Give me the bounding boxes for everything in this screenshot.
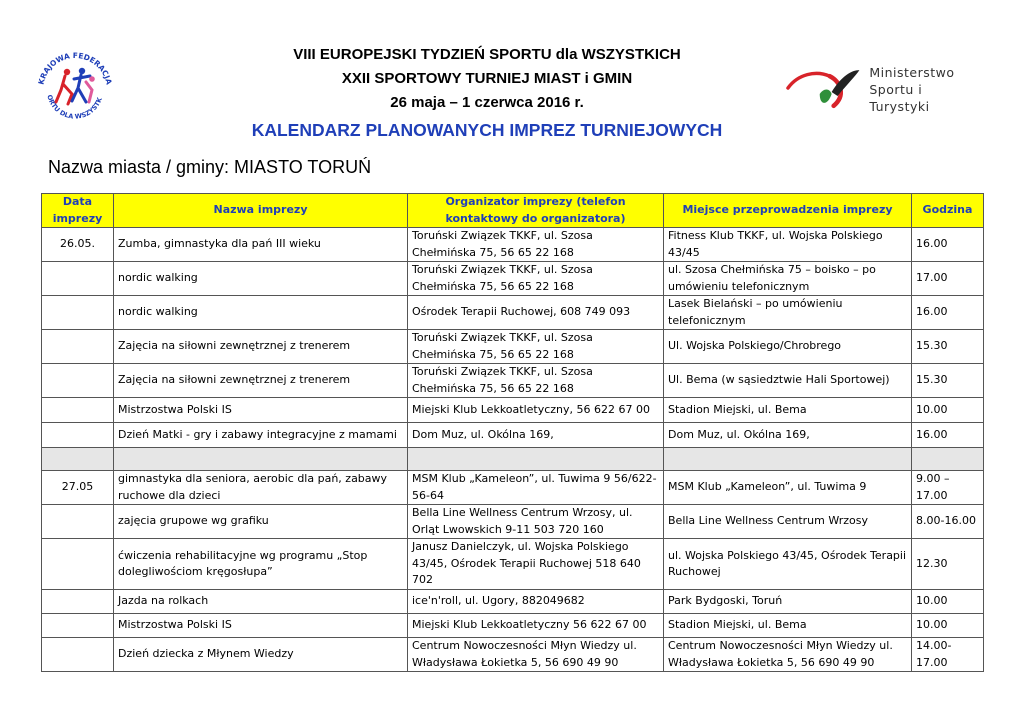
table-row xyxy=(42,296,984,330)
cell-name: zajęcia grupowe wg grafiku xyxy=(114,505,408,539)
cell-time: 10.00 xyxy=(912,398,984,423)
cell-time: 8.00-16.00 xyxy=(912,505,984,539)
cell-name: Zajęcia na siłowni zewnętrznej z trenerem xyxy=(114,364,408,398)
cell-organizer: Toruński Związek TKKF, ul. Szosa Chełmińska 75, 56 65 22 168 xyxy=(408,364,664,398)
cell-name xyxy=(114,448,408,471)
cell-organizer: Toruński Związek TKKF, ul. Szosa Chełmińska 75, 56 65 22 168 xyxy=(408,330,664,364)
table-row xyxy=(42,614,984,638)
cell-time: 16.00 xyxy=(912,423,984,448)
cell-time: 16.00 xyxy=(912,296,984,330)
cell-date xyxy=(42,296,114,330)
cell-organizer xyxy=(408,448,664,471)
calendar-title: KALENDARZ PLANOWANYCH IMPREZ TURNIEJOWYCH xyxy=(251,120,723,140)
cell-name: Zajęcia na siłowni zewnętrznej z trenerem xyxy=(114,330,408,364)
cell-organizer: Centrum Nowoczesności Młyn Wiedzy ul. Władysława Łokietka 5, 56 690 49 90 xyxy=(408,638,664,672)
cell-date: 26.05. xyxy=(42,228,114,262)
table-row xyxy=(42,330,984,364)
cell-name: Mistrzostwa Polski IS xyxy=(114,398,408,423)
table-row xyxy=(42,364,984,398)
cell-time: 10.00 xyxy=(912,590,984,614)
cell-place: Centrum Nowoczesności Młyn Wiedzy ul. Władysława Łokietka 5, 56 690 49 90 xyxy=(664,638,912,672)
cell-place: Fitness Klub TKKF, ul. Wojska Polskiego 43/45 xyxy=(664,228,912,262)
cell-name: Dzień Matki - gry i zabawy integracyjne z mamami xyxy=(114,423,408,448)
cell-time: 16.00 xyxy=(912,228,984,262)
cell-date xyxy=(42,330,114,364)
table-body xyxy=(42,228,984,672)
svg-text:KRAJOWA FEDERACJA: KRAJOWA FEDERACJA xyxy=(36,50,114,86)
cell-name: nordic walking xyxy=(114,296,408,330)
cell-place: Ul. Bema (w sąsiedztwie Hali Sportowej) xyxy=(664,364,912,398)
cell-date xyxy=(42,448,114,471)
separator-row xyxy=(42,448,984,471)
city-name: Nazwa miasta / gminy: MIASTO TORUŃ xyxy=(48,157,372,177)
cell-place: ul. Wojska Polskiego 43/45, Ośrodek Terapii Ruchowej xyxy=(664,539,912,590)
cell-organizer: Ośrodek Terapii Ruchowej, 608 749 093 xyxy=(408,296,664,330)
cell-time: 15.30 xyxy=(912,330,984,364)
table-row xyxy=(42,539,984,590)
table-row xyxy=(42,262,984,296)
ministerstwo-sportu-logo xyxy=(786,66,986,112)
cell-date xyxy=(42,398,114,423)
cell-place: ul. Szosa Chełmińska 75 – boisko – po umówieniu telefonicznym xyxy=(664,262,912,296)
cell-place: Stadion Miejski, ul. Bema xyxy=(664,398,912,423)
cell-time: 9.00 – 17.00 xyxy=(912,471,984,505)
cell-place: Ul. Wojska Polskiego/Chrobrego xyxy=(664,330,912,364)
cell-date xyxy=(42,505,114,539)
cell-time xyxy=(912,448,984,471)
events-table xyxy=(41,193,984,672)
cell-place: Stadion Miejski, ul. Bema xyxy=(664,614,912,638)
cell-organizer: Toruński Związek TKKF, ul. Szosa Chełmińska 75, 56 65 22 168 xyxy=(408,262,664,296)
cell-date xyxy=(42,539,114,590)
cell-organizer: Miejski Klub Lekkoatletyczny, 56 622 67 00 xyxy=(408,398,664,423)
cell-date xyxy=(42,638,114,672)
ministry-line2: Sportu i Turystyki xyxy=(869,81,930,114)
cell-place: Bella Line Wellness Centrum Wrzosy xyxy=(664,505,912,539)
cell-date xyxy=(42,590,114,614)
table-row xyxy=(42,590,984,614)
cell-place: Lasek Bielański – po umówieniu telefonicznym xyxy=(664,296,912,330)
cell-time: 12.30 xyxy=(912,539,984,590)
cell-date xyxy=(42,614,114,638)
cell-name: ćwiczenia rehabilitacyjne wg programu „Stop dolegliwościom kręgosłupa” xyxy=(114,539,408,590)
svg-text:SPORTU DLA WSZYSTKICH: ORTU DLA WSZYSTK xyxy=(45,93,104,121)
cell-place: Dom Muz, ul. Okólna 169, xyxy=(664,423,912,448)
ministry-line1: Ministerstwo xyxy=(869,64,955,80)
cell-organizer: Dom Muz, ul. Okólna 169, xyxy=(408,423,664,448)
cell-date xyxy=(42,423,114,448)
cell-organizer: Bella Line Wellness Centrum Wrzosy, ul. Orląt Lwowskich 9-11 503 720 160 xyxy=(408,505,664,539)
header-organizer: Organizator imprezy (telefon kontaktowy do organizatora) xyxy=(408,194,664,228)
cell-place: Park Bydgoski, Toruń xyxy=(664,590,912,614)
event-title-line1: VIII EUROPEJSKI TYDZIEŃ SPORTU dla WSZYSTKICH xyxy=(293,46,681,63)
table-row xyxy=(42,471,984,505)
cell-date xyxy=(42,364,114,398)
cell-time: 15.30 xyxy=(912,364,984,398)
cell-name: Zumba, gimnastyka dla pań III wieku xyxy=(114,228,408,262)
ministry-swoosh-icon xyxy=(786,66,863,112)
cell-name: gimnastyka dla seniora, aerobic dla pań, zabawy ruchowe dla dzieci xyxy=(114,471,408,505)
cell-name: Dzień dziecka z Młynem Wiedzy xyxy=(114,638,408,672)
cell-date: 27.05 xyxy=(42,471,114,505)
cell-date xyxy=(42,262,114,296)
cell-place: MSM Klub „Kameleon”, ul. Tuwima 9 xyxy=(664,471,912,505)
cell-name: Jazda na rolkach xyxy=(114,590,408,614)
cell-organizer: Toruński Związek TKKF, ul. Szosa Chełmińska 75, 56 65 22 168 xyxy=(408,228,664,262)
cell-name: Mistrzostwa Polski IS xyxy=(114,614,408,638)
cell-name: nordic walking xyxy=(114,262,408,296)
table-row xyxy=(42,638,984,672)
event-title-line2: XXII SPORTOWY TURNIEJ MIAST i GMIN xyxy=(341,70,633,87)
cell-time: 10.00 xyxy=(912,614,984,638)
header-date: Data imprezy xyxy=(42,194,114,228)
table-row xyxy=(42,228,984,262)
cell-time: 17.00 xyxy=(912,262,984,296)
cell-place xyxy=(664,448,912,471)
cell-organizer: Miejski Klub Lekkoatletyczny 56 622 67 00 xyxy=(408,614,664,638)
cell-organizer: MSM Klub „Kameleon”, ul. Tuwima 9 56/622-56-64 xyxy=(408,471,664,505)
table-header-row xyxy=(42,194,984,228)
cell-organizer: Janusz Danielczyk, ul. Wojska Polskiego 43/45, Ośrodek Terapii Ruchowej 518 640 702 xyxy=(408,539,664,590)
header-time: Godzina xyxy=(912,194,984,228)
table-row xyxy=(42,505,984,539)
cell-time: 14.00-17.00 xyxy=(912,638,984,672)
cell-organizer: ice'n'roll, ul. Ugory, 882049682 xyxy=(408,590,664,614)
table-row xyxy=(42,398,984,423)
event-dates: 26 maja – 1 czerwca 2016 r. xyxy=(390,94,584,111)
table-row xyxy=(42,423,984,448)
header-name: Nazwa imprezy xyxy=(114,194,408,228)
header-place: Miejsce przeprowadzenia imprezy xyxy=(664,194,912,228)
